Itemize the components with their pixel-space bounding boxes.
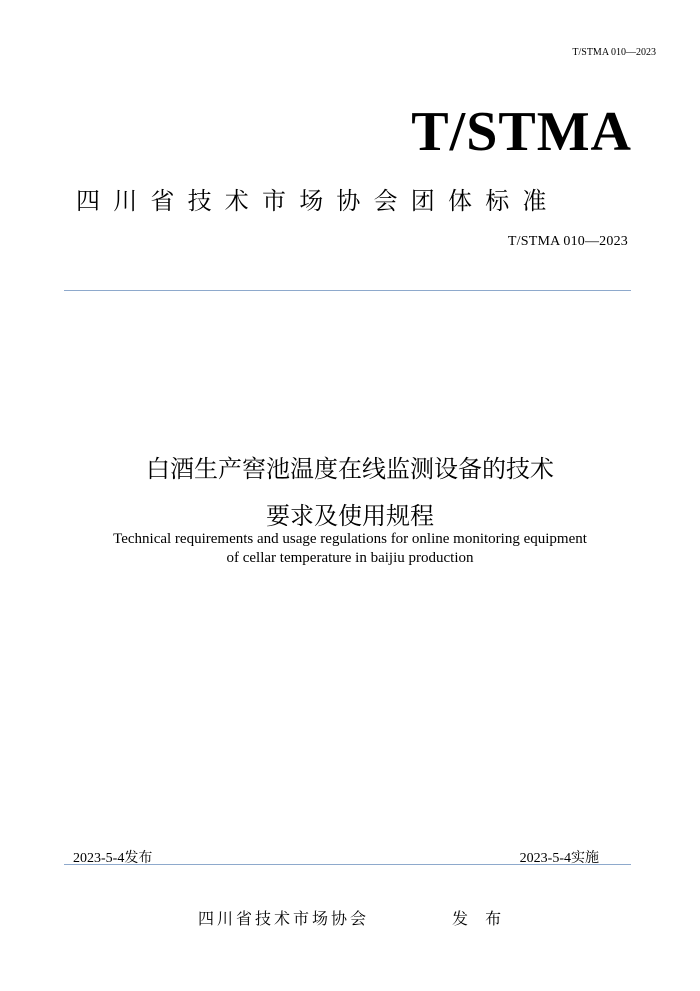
publish-label: 发 布	[452, 909, 508, 928]
publisher-name: 四川省技术市场协会	[198, 909, 370, 928]
bottom-divider	[64, 864, 631, 865]
header-standard-code: T/STMA 010—2023	[572, 47, 656, 58]
issue-date-label: 发布	[124, 850, 153, 866]
standard-number: T/STMA 010—2023	[507, 234, 628, 249]
english-title-line-2: of cellar temperature in baijiu production	[226, 550, 474, 566]
issue-date-value: 2023-5-4	[73, 851, 125, 866]
standard-logo: T/STMA	[411, 101, 632, 163]
top-divider	[64, 290, 631, 291]
implementation-date-value: 2023-5-4	[519, 851, 571, 866]
organization-standard-heading: 四川省技术市场协会团体标准	[76, 187, 560, 215]
chinese-title-line-2: 要求及使用规程	[266, 502, 434, 530]
implementation-date-label: 实施	[571, 850, 599, 866]
english-title-line-1: Technical requirements and usage regulations for online monitoring equipment	[113, 531, 587, 547]
chinese-title-line-1: 白酒生产窖池温度在线监测设备的技术	[146, 455, 554, 483]
